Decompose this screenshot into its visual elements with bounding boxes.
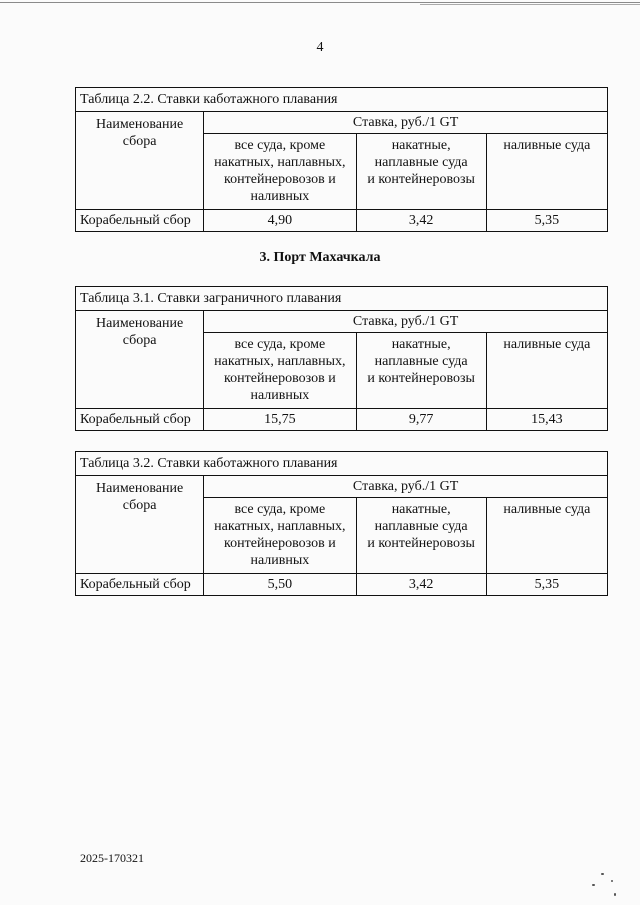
category-line: накатных, наплавных,	[214, 519, 346, 534]
rate-column-header: Ставка, руб./1 GT	[204, 476, 608, 498]
category-line: накатные,	[391, 502, 451, 517]
table-row	[76, 574, 608, 596]
scan-speck	[614, 893, 616, 896]
category-line: все суда, кроме	[234, 138, 326, 153]
name-header-line: сбора	[122, 498, 157, 513]
header-row	[76, 311, 608, 333]
category-line: наливных	[250, 189, 310, 204]
category-line: наливных	[250, 388, 310, 403]
table-caption: Таблица 3.2. Ставки каботажного плавания	[76, 452, 608, 476]
table-row	[76, 409, 608, 431]
category-line: контейнеровозов и	[224, 172, 336, 187]
category-tankers	[486, 333, 607, 409]
category-line: и контейнеровозы	[367, 536, 475, 551]
document-code: 2025-170321	[80, 851, 144, 865]
table-caption: Таблица 2.2. Ставки каботажного плавания	[76, 88, 608, 112]
category-line: накатных, наплавных,	[214, 354, 346, 369]
category-line: наливные суда	[503, 337, 591, 352]
scan-top-edge-2	[420, 4, 640, 5]
rate-column-header: Ставка, руб./1 GT	[204, 112, 608, 134]
scan-speck	[592, 884, 595, 886]
category-line: все суда, кроме	[234, 502, 326, 517]
rate-value: 4,90	[204, 210, 356, 232]
category-line: и контейнеровозы	[367, 371, 475, 386]
row-name: Корабельный сбор	[76, 574, 204, 596]
name-column-header	[76, 311, 204, 409]
header-row	[76, 112, 608, 134]
category-all-vessels	[204, 498, 356, 574]
rate-value: 15,43	[486, 409, 607, 431]
category-all-vessels	[204, 333, 356, 409]
name-header-line: сбора	[122, 134, 157, 149]
category-line: и контейнеровозы	[367, 172, 475, 187]
table-caption-row	[76, 88, 608, 112]
name-header-line: сбора	[122, 333, 157, 348]
category-roro-containers	[356, 134, 486, 210]
table-caption-row	[76, 452, 608, 476]
category-line: наливные суда	[503, 138, 591, 153]
category-all-vessels	[204, 134, 356, 210]
scan-top-edge	[0, 2, 640, 3]
rate-value: 5,35	[486, 210, 607, 232]
table-row	[76, 210, 608, 232]
category-line: наплавные суда	[374, 519, 468, 534]
category-line: накатные,	[391, 138, 451, 153]
category-line: накатных, наплавных,	[214, 155, 346, 170]
rate-value: 9,77	[356, 409, 486, 431]
category-roro-containers	[356, 333, 486, 409]
rate-value: 15,75	[204, 409, 356, 431]
category-line: наплавные суда	[374, 354, 468, 369]
name-column-header	[76, 112, 204, 210]
rate-column-header: Ставка, руб./1 GT	[204, 311, 608, 333]
row-name: Корабельный сбор	[76, 210, 204, 232]
name-column-header	[76, 476, 204, 574]
category-roro-containers	[356, 498, 486, 574]
rates-table-3-2	[75, 451, 608, 596]
page-number: 4	[316, 40, 324, 55]
rate-value: 5,50	[204, 574, 356, 596]
row-name: Корабельный сбор	[76, 409, 204, 431]
category-line: контейнеровозов и	[224, 371, 336, 386]
scan-speck	[611, 880, 613, 882]
category-line: наплавные суда	[374, 155, 468, 170]
rate-value: 3,42	[356, 574, 486, 596]
category-line: накатные,	[391, 337, 451, 352]
table-caption: Таблица 3.1. Ставки заграничного плавания	[76, 287, 608, 311]
category-line: контейнеровозов и	[224, 536, 336, 551]
rates-table-2-2	[75, 87, 608, 232]
rate-value: 3,42	[356, 210, 486, 232]
category-line: наливные суда	[503, 502, 591, 517]
section-heading: 3. Порт Махачкала	[259, 250, 381, 265]
category-line: все суда, кроме	[234, 337, 326, 352]
header-row	[76, 476, 608, 498]
rate-value: 5,35	[486, 574, 607, 596]
category-tankers	[486, 498, 607, 574]
name-header-line: Наименование	[96, 481, 184, 496]
name-header-line: Наименование	[96, 316, 184, 331]
name-header-line: Наименование	[96, 117, 184, 132]
scan-speck	[601, 873, 604, 875]
category-tankers	[486, 134, 607, 210]
rates-table-3-1	[75, 286, 608, 431]
table-caption-row	[76, 287, 608, 311]
category-line: наливных	[250, 553, 310, 568]
